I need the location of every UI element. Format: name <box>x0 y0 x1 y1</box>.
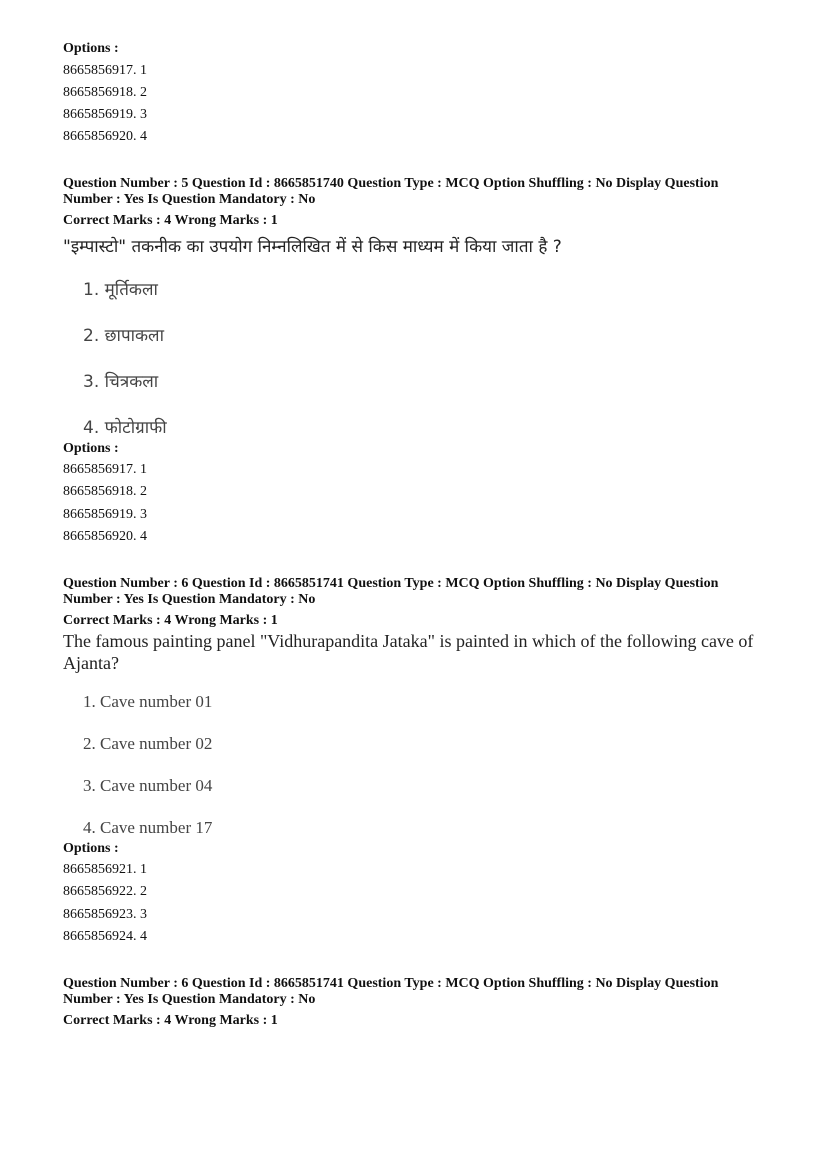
option-code: 8665856918. 2 <box>63 85 147 100</box>
answer-choice: 3. चित्रकला <box>83 372 159 392</box>
answer-choice: 4. फोटोग्राफी <box>83 418 167 438</box>
option-code: 8665856919. 3 <box>63 507 147 522</box>
question-marks: Correct Marks : 4 Wrong Marks : 1 <box>63 1013 278 1028</box>
option-code: 8665856917. 1 <box>63 462 147 477</box>
option-code: 8665856924. 4 <box>63 929 147 944</box>
answer-choice: 2. Cave number 02 <box>83 734 213 753</box>
option-code: 8665856918. 2 <box>63 484 147 499</box>
answer-choice: 1. मूर्तिकला <box>83 280 158 300</box>
question-text: The famous painting panel "Vidhurapandita Jataka" is painted in which of the following cave of <box>63 631 754 651</box>
options-label: Options : <box>63 41 119 56</box>
question-marks: Correct Marks : 4 Wrong Marks : 1 <box>63 613 278 628</box>
question-meta: Number : Yes Is Question Mandatory : No <box>63 992 316 1007</box>
option-code: 8665856917. 1 <box>63 63 147 78</box>
question-marks: Correct Marks : 4 Wrong Marks : 1 <box>63 213 278 228</box>
question-text: Ajanta? <box>63 653 119 673</box>
answer-choice: 1. Cave number 01 <box>83 692 213 711</box>
option-code: 8665856922. 2 <box>63 884 147 899</box>
question-meta: Question Number : 6 Question Id : 8665851741 Question Type : MCQ Option Shuffling : No Display Question <box>63 976 719 991</box>
question-meta: Question Number : 6 Question Id : 8665851741 Question Type : MCQ Option Shuffling : No Display Question <box>63 576 719 591</box>
options-label: Options : <box>63 441 119 456</box>
question-meta: Number : Yes Is Question Mandatory : No <box>63 192 316 207</box>
answer-choice: 2. छापाकला <box>83 326 164 346</box>
answer-choice: 3. Cave number 04 <box>83 776 213 795</box>
question-text: "इम्पास्टो" तकनीक का उपयोग निम्नलिखित में से किस माध्यम में किया जाता है ? <box>63 237 562 257</box>
option-code: 8665856923. 3 <box>63 907 147 922</box>
question-meta: Number : Yes Is Question Mandatory : No <box>63 592 316 607</box>
option-code: 8665856920. 4 <box>63 129 147 144</box>
option-code: 8665856920. 4 <box>63 529 147 544</box>
answer-choice: 4. Cave number 17 <box>83 818 213 837</box>
option-code: 8665856919. 3 <box>63 107 147 122</box>
options-label: Options : <box>63 841 119 856</box>
question-meta: Question Number : 5 Question Id : 8665851740 Question Type : MCQ Option Shuffling : No Display Question <box>63 176 719 191</box>
option-code: 8665856921. 1 <box>63 862 147 877</box>
